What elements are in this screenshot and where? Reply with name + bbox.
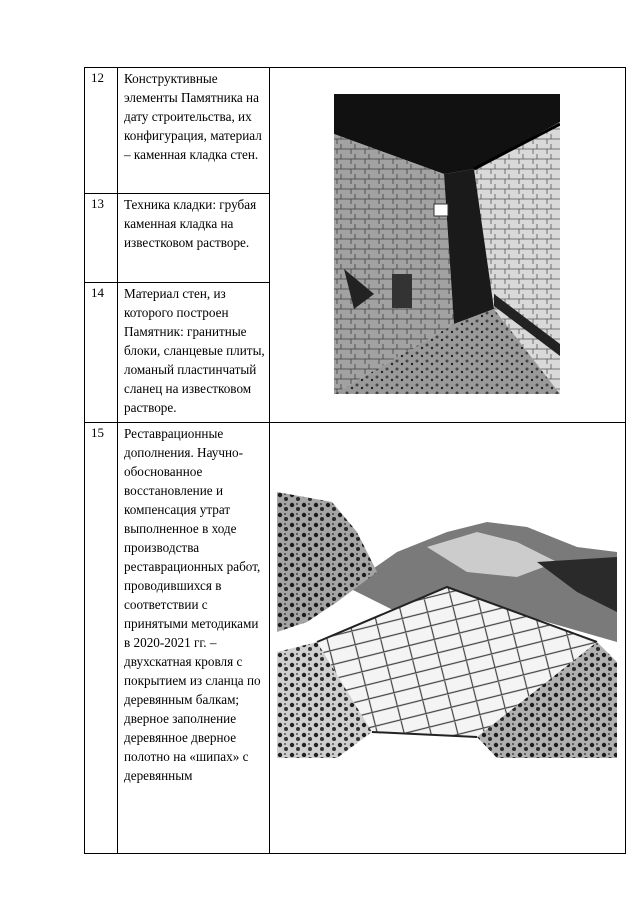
row-number: 15 [85, 423, 118, 854]
row-number: 12 [85, 68, 118, 194]
table-row [85, 423, 626, 854]
row-number: 14 [85, 283, 118, 423]
row-description: Реставрационные дополнения. Научно-обоснованное восстановление и компенсация утрат выполненное в ходе производства реставрационных работ, проводившихся в соответствии с принятыми методиками в 2020-2021 гг. – двухскатная кровля с покрытием из сланца по деревянным балкам; дверное заполнение деревянное дверное полотно на «шипах» с деревянным [118, 423, 270, 854]
row-description: Материал стен, из которого построен Памятник: гранитные блоки, сланцевые плиты, ломаный пластинчатый сланец на известковом растворе. [118, 283, 270, 423]
monument-elements-table [84, 67, 626, 854]
row-description: Техника кладки: грубая каменная кладка на известковом растворе. [118, 194, 270, 283]
table-row [85, 68, 626, 194]
photo-cell [270, 68, 626, 423]
row-description: Конструктивные элементы Памятника на дату строительства, их конфигурация, материал – каменная кладка стен. [118, 68, 270, 194]
slate-roof-photo [277, 492, 617, 758]
photo-cell [270, 423, 626, 854]
interior-wall-photo [334, 94, 560, 394]
row-number: 13 [85, 194, 118, 283]
